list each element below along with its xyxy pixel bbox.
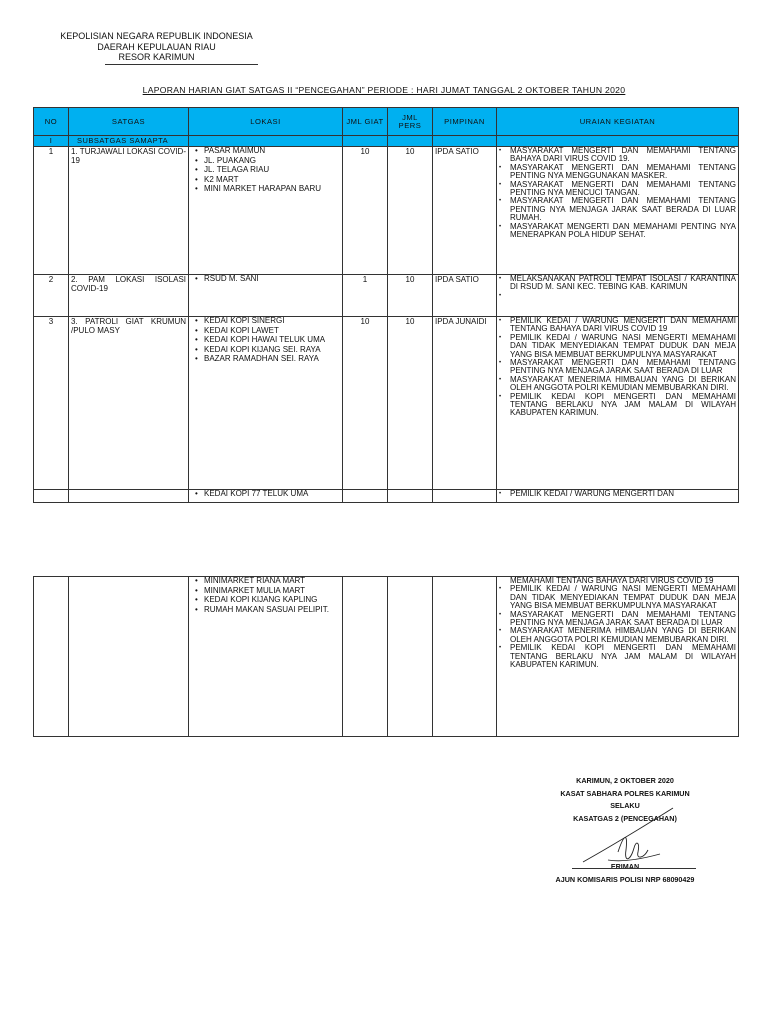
- header-no: NO: [34, 108, 69, 136]
- lokasi-item: • MINIMARKET RIANA MART: [191, 577, 340, 586]
- uraian-item: • MELAKSANAKAN PATROLI TEMPAT ISOLASI / KARANTINA DI RSUD M. SANI KEC. TEBING KAB. KARIMUN: [499, 275, 736, 292]
- letterhead-line-2: DAERAH KEPULAUAN RIAU: [97, 41, 216, 52]
- subsection-name: SUBSATGAS SAMAPTA: [69, 136, 189, 147]
- row-jml-giat: 10: [343, 317, 388, 490]
- row-no: 1: [34, 147, 69, 275]
- row-pimpinan: [433, 577, 497, 737]
- lokasi-item: • PASAR MAIMUN: [191, 147, 340, 156]
- lokasi-item: • K2 MART: [191, 176, 340, 185]
- row-pimpinan: IPDA JUNAIDI: [433, 317, 497, 490]
- subsection-blank: [497, 136, 739, 147]
- subsection-blank: [189, 136, 343, 147]
- table-row: [34, 577, 739, 737]
- row-no: 3: [34, 317, 69, 490]
- uraian-item: • PEMILIK KEDAI KOPI MENGERTI DAN MEMAHAMI TENTANG BERLAKU NYA JAM MALAM DI WILAYAH KABUPATEN KARIMUN.: [499, 393, 736, 418]
- header-pimpinan: PIMPINAN: [433, 108, 497, 136]
- row-lokasi: [189, 577, 343, 737]
- table-row: [34, 317, 739, 490]
- letterhead: [34, 31, 279, 63]
- uraian-item: • MASYARAKAT MENGERTI DAN MEMAHAMI TENTANG PENTING NYA MENCUCI TANGAN.: [499, 181, 736, 198]
- uraian-item: • MASYARAKAT MENERIMA HIMBAUAN YANG DI BERIKAN OLEH ANGGOTA POLRI KEMUDIAN MEMBUBARKAN DIRI.: [499, 627, 736, 644]
- report-title: LAPORAN HARIAN GIAT SATGAS II “PENCEGAHAN” PERIODE : HARI JUMAT TANGGAL 2 OKTOBER TAHUN 2020: [142, 85, 626, 95]
- header-jml-giat: JML GIAT: [343, 108, 388, 136]
- lokasi-item: • KEDAI KOPI KIJANG SEI. RAYA: [191, 346, 340, 355]
- row-jml-pers: 10: [388, 147, 433, 275]
- uraian-item: • PEMILIK KEDAI / WARUNG MENGERTI DAN: [499, 490, 736, 498]
- lokasi-item: • MINIMARKET MULIA MART: [191, 587, 340, 596]
- row-no: [34, 577, 69, 737]
- uraian-item: • MASYARAKAT MENGERTI DAN MEMAHAMI TENTANG PENTING NYA MENJAGA JARAK SAAT BERADA DI LUAR RUMAH.: [499, 197, 736, 222]
- table-row: [34, 490, 739, 503]
- table-row: [34, 147, 739, 275]
- letterhead-line-1: KEPOLISIAN NEGARA REPUBLIK INDONESIA: [60, 31, 253, 41]
- uraian-item: • PEMILIK KEDAI KOPI MENGERTI DAN MEMAHAMI TENTANG BERLAKU NYA JAM MALAM DI WILAYAH KABUPATEN KARIMUN.: [499, 644, 736, 669]
- lokasi-item: • KEDAI KOPI LAWET: [191, 327, 340, 336]
- signature-role-3: KASATGAS 2 (PENCEGAHAN): [573, 813, 677, 823]
- report-table: [33, 107, 739, 503]
- row-uraian: [497, 577, 739, 737]
- header-jml-pers: JML PERS: [388, 108, 433, 136]
- handwritten-signature: [578, 800, 688, 870]
- row-uraian: [497, 275, 739, 317]
- header-satgas: SATGAS: [69, 108, 189, 136]
- uraian-item: • PEMILIK KEDAI / WARUNG NASI MENGERTI MEMAHAMI DAN TIDAK MENYEDIAKAN TEMPAT DUDUK DAN MEJA YANG BISA MEMBUAT BERKUMPULNYA MASYARAKAT: [499, 334, 736, 359]
- lokasi-item: • RSUD M. SANI: [191, 275, 340, 284]
- row-lokasi: [189, 147, 343, 275]
- signature-role-1: KASAT SABHARA POLRES KARIMUN: [560, 788, 690, 798]
- row-jml-pers: [388, 490, 433, 503]
- row-jml-pers: 10: [388, 275, 433, 317]
- signature-place-date: KARIMUN, 2 OKTOBER 2020: [576, 776, 674, 785]
- row-uraian: [497, 317, 739, 490]
- row-satgas: 3. PATROLI GIAT KRUMUN /PULO MASY: [69, 317, 189, 490]
- letterhead-line-3: RESOR KARIMUN: [118, 52, 195, 62]
- row-jml-giat: [343, 490, 388, 503]
- lokasi-item: • KEDAI KOPI KIJANG KAPLING: [191, 596, 340, 605]
- row-uraian: [497, 490, 739, 503]
- subsection-blank: [343, 136, 388, 147]
- lokasi-item: • JL. TELAGA RIAU: [191, 166, 340, 175]
- row-jml-giat: 1: [343, 275, 388, 317]
- row-jml-giat: [343, 577, 388, 737]
- uraian-item: • MASYARAKAT MENGERTI DAN MEMAHAMI TENTANG PENTING NYA MENJAGA JARAK SAAT BERADA DI LUAR: [499, 359, 736, 376]
- row-satgas: [69, 577, 189, 737]
- row-jml-pers: 10: [388, 317, 433, 490]
- uraian-item: • MASYARAKAT MENERIMA HIMBAUAN YANG DI BERIKAN OLEH ANGGOTA POLRI KEMUDIAN MEMBUBARKAN DIRI.: [499, 376, 736, 393]
- row-lokasi: [189, 317, 343, 490]
- row-satgas: 2. PAM LOKASI ISOLASI COVID-19: [69, 275, 189, 317]
- lokasi-item: • RUMAH MAKAN SASUAI PELIPIT.: [191, 606, 340, 615]
- signature-role-2: SELAKU: [610, 801, 640, 810]
- uraian-item: • MASYARAKAT MENGERTI DAN MEMAHAMI TENTANG BAHAYA DARI VIRUS COVID 19.: [499, 147, 736, 164]
- lokasi-item: • JL. PUAKANG: [191, 157, 340, 166]
- row-uraian: [497, 147, 739, 275]
- row-pimpinan: IPDA SATIO: [433, 147, 497, 275]
- letterhead-underline: [105, 64, 258, 65]
- continuation-table: [33, 576, 739, 737]
- subsection-blank: [388, 136, 433, 147]
- subsection-no: I: [34, 136, 69, 147]
- header-uraian: URAIAN KEGIATAN: [497, 108, 739, 136]
- row-lokasi: [189, 275, 343, 317]
- uraian-item: • MASYARAKAT MENGERTI DAN MEMAHAMI TENTANG PENTING NYA MENJAGA JARAK SAAT BERADA DI LUAR: [499, 611, 736, 628]
- row-pimpinan: [433, 490, 497, 503]
- row-satgas: 1. TURJAWALI LOKASI COVID-19: [69, 147, 189, 275]
- uraian-continued: MEMAHAMI TENTANG BAHAYA DARI VIRUS COVID 19: [510, 576, 714, 585]
- signature-rank: AJUN KOMISARIS POLISI NRP 68090429: [555, 874, 695, 884]
- table-row: [34, 275, 739, 317]
- uraian-item: • PEMILIK KEDAI / WARUNG NASI MENGERTI MEMAHAMI DAN TIDAK MENYEDIAKAN TEMPAT DUDUK DAN MEJA YANG BISA MEMBUAT BERKUMPULNYA MASYARAKAT: [499, 585, 736, 610]
- header-lokasi: LOKASI: [189, 108, 343, 136]
- signature-name: ERIMAN: [610, 862, 640, 871]
- uraian-item: • MASYARAKAT MENGERTI DAN MEMAHAMI TENTANG PENTING NYA MENGGUNAKAN MASKER.: [499, 164, 736, 181]
- uraian-item: • MASYARAKAT MENGERTI DAN MEMAHAMI PENTING NYA MENERAPKAN POLA HIDUP SEHAT.: [499, 223, 736, 240]
- subsection-row: [34, 136, 739, 147]
- lokasi-item: • KEDAI KOPI SINERGI: [191, 317, 340, 326]
- signature-line: [572, 868, 696, 869]
- lokasi-item: • KEDAI KOPI 77 TELUK UMA: [191, 490, 340, 499]
- row-no: [34, 490, 69, 503]
- lokasi-item: • KEDAI KOPI HAWAI TELUK UMA: [191, 336, 340, 345]
- subsection-blank: [433, 136, 497, 147]
- row-satgas: [69, 490, 189, 503]
- lokasi-item: • MINI MARKET HARAPAN BARU: [191, 185, 340, 194]
- lokasi-item: • BAZAR RAMADHAN SEI. RAYA: [191, 355, 340, 364]
- table-header-row: [34, 108, 739, 136]
- uraian-item: • PEMILIK KEDAI / WARUNG MENGERTI DAN MEMAHAMI TENTANG BAHAYA DARI VIRUS COVID 19: [499, 317, 736, 334]
- row-no: 2: [34, 275, 69, 317]
- row-jml-pers: [388, 577, 433, 737]
- row-lokasi: [189, 490, 343, 503]
- row-pimpinan: IPDA SATIO: [433, 275, 497, 317]
- row-jml-giat: 10: [343, 147, 388, 275]
